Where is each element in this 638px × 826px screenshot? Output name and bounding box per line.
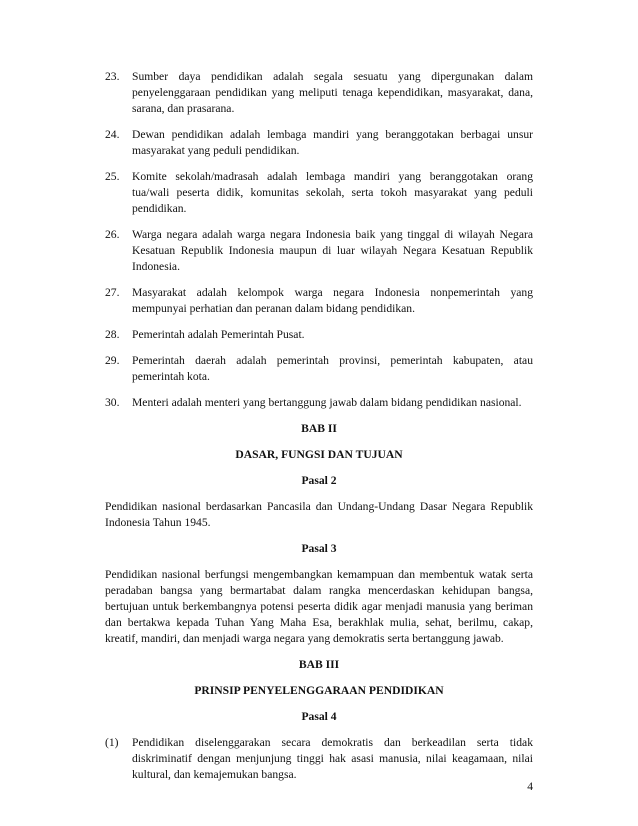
definition-item-27 bbox=[105, 285, 533, 317]
item-number: 24. bbox=[105, 128, 120, 141]
definition-item-26 bbox=[105, 227, 533, 275]
chapter-subtitle-bab2: DASAR, FUNGSI DAN TUJUAN bbox=[235, 448, 403, 461]
item-number: 27. bbox=[105, 286, 120, 299]
chapter-subtitle-bab3: PRINSIP PENYELENGGARAAN PENDIDIKAN bbox=[194, 684, 444, 697]
item-text: Warga negara adalah warga negara Indonesia baik yang tinggal di wilayah Negara Kesatuan Republik Indonesia maupun di luar wilayah Negara Kesatuan Republik Indonesia. bbox=[132, 228, 533, 273]
item-number: 29. bbox=[105, 354, 120, 367]
article-text-pasal3: Pendidikan nasional berfungsi mengembangkan kemampuan dan membentuk watak serta peradaban bangsa yang bermartabat dalam rangka mencerdaskan kehidupan bangsa, bertujuan untuk berkembangnya potensi peserta didik agar menjadi manusia yang beriman dan bertakwa kepada Tuhan Yang Maha Esa, berakhlak mulia, sehat, berilmu, cakap, kreatif, mandiri, dan menjadi warga negara yang demokratis serta bertanggung jawab. bbox=[105, 568, 533, 645]
item-number: 26. bbox=[105, 228, 120, 241]
definition-item-30 bbox=[105, 395, 533, 411]
item-text: Pendidikan diselenggarakan secara demokratis dan berkeadilan serta tidak diskriminatif dengan menjunjung tinggi hak asasi manusia, nilai keagamaan, nilai kultural, dan kemajemukan bangsa. bbox=[132, 736, 533, 781]
chapter-title-bab2: BAB II bbox=[301, 422, 337, 435]
article-text-pasal2: Pendidikan nasional berdasarkan Pancasila dan Undang-Undang Dasar Negara Republik Indonesia Tahun 1945. bbox=[105, 500, 533, 529]
item-text: Pemerintah daerah adalah pemerintah provinsi, pemerintah kabupaten, atau pemerintah kota. bbox=[132, 354, 533, 383]
item-number: 25. bbox=[105, 170, 120, 183]
definition-item-23 bbox=[105, 69, 533, 117]
item-number: 28. bbox=[105, 328, 120, 341]
item-text: Pemerintah adalah Pemerintah Pusat. bbox=[132, 328, 305, 341]
chapter-title-bab3: BAB III bbox=[298, 658, 340, 671]
item-text: Menteri adalah menteri yang bertanggung jawab dalam bidang pendidikan nasional. bbox=[132, 396, 522, 409]
item-text: Komite sekolah/madrasah adalah lembaga mandiri yang beranggotakan orang tua/wali peserta didik, komunitas sekolah, serta tokoh masyarakat yang peduli pendidikan. bbox=[132, 170, 533, 215]
page-number: 4 bbox=[527, 780, 533, 793]
article-title-pasal3: Pasal 3 bbox=[301, 542, 337, 555]
definition-item-24 bbox=[105, 127, 533, 159]
item-number: 23. bbox=[105, 70, 120, 83]
article-item-1 bbox=[105, 735, 533, 783]
definition-item-28 bbox=[105, 327, 533, 343]
definition-item-25 bbox=[105, 169, 533, 217]
page-content bbox=[105, 69, 533, 793]
item-text: Sumber daya pendidikan adalah segala sesuatu yang dipergunakan dalam penyelenggaraan pendidikan yang meliputi tenaga kependidikan, masyarakat, dana, sarana, dan prasarana. bbox=[132, 70, 533, 115]
article-title-pasal4: Pasal 4 bbox=[301, 710, 337, 723]
item-number: (1) bbox=[105, 736, 119, 749]
item-text: Masyarakat adalah kelompok warga negara Indonesia nonpemerintah yang mempunyai perhatian dan peranan dalam bidang pendidikan. bbox=[132, 286, 533, 315]
item-text: Dewan pendidikan adalah lembaga mandiri yang beranggotakan berbagai unsur masyarakat yang peduli pendidikan. bbox=[132, 128, 533, 157]
article-title-pasal2: Pasal 2 bbox=[301, 474, 337, 487]
item-number: 30. bbox=[105, 396, 120, 409]
definition-item-29 bbox=[105, 353, 533, 385]
